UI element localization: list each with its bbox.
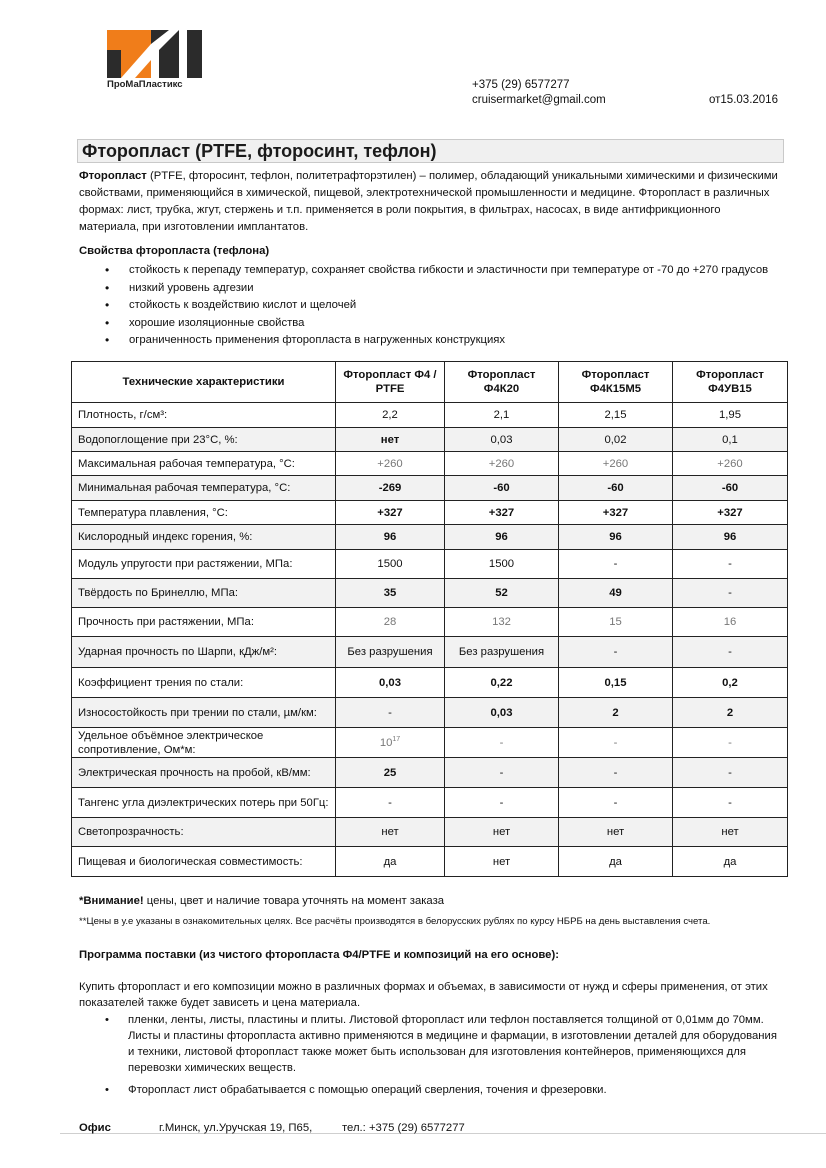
cell-value: 2,2 xyxy=(382,409,398,421)
cell-exponent: 17 xyxy=(392,736,401,744)
table-cell xyxy=(336,668,445,698)
cell-value: 25 xyxy=(383,766,397,779)
cell-value: 35 xyxy=(383,587,397,599)
table-cell xyxy=(336,698,445,728)
cell-value: 16 xyxy=(723,616,737,628)
table-cell xyxy=(559,452,673,476)
cell-value: 10 xyxy=(379,736,393,749)
cell-value: 0,03 xyxy=(490,706,513,719)
cell-value: - xyxy=(499,736,504,749)
cell-value: 0,1 xyxy=(722,433,738,446)
cell-value: 52 xyxy=(495,587,508,599)
column-header: Фторопласт Ф4К15М5 xyxy=(559,362,673,403)
cell-value: да xyxy=(383,855,397,868)
table-cell xyxy=(445,550,559,579)
table-cell xyxy=(673,501,788,525)
table-row xyxy=(72,637,788,668)
table-cell xyxy=(673,452,788,476)
row-label: Максимальная рабочая температура, °С: xyxy=(72,452,336,476)
table-cell xyxy=(336,579,445,608)
table-cell xyxy=(336,476,445,501)
table-cell xyxy=(673,668,788,698)
table-cell xyxy=(673,728,788,758)
cell-value: +327 xyxy=(717,506,743,519)
cell-value: - xyxy=(499,796,504,809)
attention-note xyxy=(79,895,444,907)
cell-value: +260 xyxy=(717,457,743,470)
program-heading: Программа поставки (из чистого фторопласта Ф4/PTFE и композиций на его основе): xyxy=(79,949,559,961)
table-cell xyxy=(673,403,788,428)
table-cell xyxy=(673,579,788,608)
row-label: Коэффициент трения по стали: xyxy=(72,668,336,698)
table-cell xyxy=(673,476,788,501)
table-cell xyxy=(559,668,673,698)
table-cell xyxy=(336,501,445,525)
cell-value: 96 xyxy=(609,531,622,543)
prices-note: **Цены в у.е указаны в ознакомительных целях. Все расчёты производятся в белорусских рублях по курсу НБРБ на день выставления счета. xyxy=(79,916,711,927)
cell-value: - xyxy=(613,736,618,749)
table-cell xyxy=(559,579,673,608)
cell-value: 2 xyxy=(726,706,734,719)
table-cell xyxy=(559,403,673,428)
row-label: Светопрозрачность: xyxy=(72,818,336,847)
table-cell xyxy=(336,608,445,637)
row-label: Ударная прочность по Шарпи, кДж/м²: xyxy=(72,637,336,668)
cell-value: - xyxy=(613,796,618,809)
cell-value: нет xyxy=(380,433,400,446)
table-cell xyxy=(445,698,559,728)
table-cell xyxy=(559,525,673,550)
row-label: Твёрдость по Бринеллю, МПа: xyxy=(72,579,336,608)
row-label: Тангенс угла диэлектрических потерь при 50Гц: xyxy=(72,788,336,818)
table-cell xyxy=(445,847,559,877)
table-cell xyxy=(559,728,673,758)
cell-value: -60 xyxy=(721,482,739,494)
table-cell xyxy=(673,847,788,877)
attention-text: цены, цвет и наличие товара уточнять на момент заказа xyxy=(143,895,445,907)
row-label: Износостойкость при трении по стали, µм/км: xyxy=(72,698,336,728)
cell-value: -60 xyxy=(607,482,624,494)
table-cell xyxy=(559,501,673,525)
table-cell xyxy=(559,788,673,818)
cell-value: нет xyxy=(606,826,625,838)
cell-value: 2,15 xyxy=(604,409,627,421)
cell-value: - xyxy=(728,766,732,779)
table-row xyxy=(72,501,788,525)
cell-value: - xyxy=(613,646,618,658)
table-cell xyxy=(445,818,559,847)
table-cell xyxy=(559,476,673,501)
row-label: Кислородный индекс горения, %: xyxy=(72,525,336,550)
column-header: Фторопласт Ф4УВ15 xyxy=(673,362,788,403)
header-phone: +375 (29) 6577277 xyxy=(472,79,570,91)
cell-value: - xyxy=(728,646,732,658)
cell-value: да xyxy=(609,855,622,868)
table-row xyxy=(72,428,788,452)
cell-value: 1500 xyxy=(377,558,403,570)
specs-table xyxy=(71,361,788,877)
table-cell xyxy=(673,758,788,788)
row-label: Плотность, г/см³: xyxy=(72,403,336,428)
table-row xyxy=(72,788,788,818)
list-item: • ограниченность применения фторопласта в нагруженных конструкциях xyxy=(79,332,799,350)
column-header: Технические характеристики xyxy=(72,362,336,403)
table-cell xyxy=(445,608,559,637)
cell-value: 96 xyxy=(723,531,737,543)
cell-value: 28 xyxy=(383,616,397,628)
row-label: Модуль упругости при растяжении, МПа: xyxy=(72,550,336,579)
table-cell xyxy=(445,728,559,758)
properties-heading: Свойства фторопласта (тефлона) xyxy=(79,245,270,257)
list-item: • пленки, ленты, листы, пластины и плиты. Листовой фторопласт или тефлон поставляется толщиной от 0,01мм до 70мм. Листы и пластины фторопласта активно применяются в медицине и фармации, в изготовлении деталей для оборудования и техники, листовой фторопласт также может быть использован для изготовления контейнеров, применяющихся для перевозки химических веществ. xyxy=(79,1012,784,1076)
table-row xyxy=(72,550,788,579)
intro-text: (PTFE, фторосинт, тефлон, политетрафторэтилен) – полимер, обладающий уникальными химическими и физическими свойствами, применяющийся в химической, пищевой, электротехнической промышленности и медицине. Фторопласт в различных формах: лист, трубка, жгут, стержень и т.п. применяется в роли покрытия, в фильтрах, насосах, в виде антифрикционного материала, при изготовлении имплантатов. xyxy=(79,170,778,233)
footer-office-label: Офис xyxy=(79,1122,111,1134)
table-cell xyxy=(336,403,445,428)
cell-value: 49 xyxy=(609,587,622,599)
cell-value: 2 xyxy=(612,706,619,719)
table-cell xyxy=(445,403,559,428)
table-cell xyxy=(559,758,673,788)
program-intro: Купить фторопласт и его композиции можно в различных формах и объемах, в зависимости от нужд и сферы применения, от этих показателей также будет зависеть и цена материала. xyxy=(79,981,768,1009)
table-cell xyxy=(673,788,788,818)
intro-lead: Фторопласт xyxy=(79,170,147,182)
table-cell xyxy=(445,525,559,550)
cell-value: - xyxy=(728,558,732,570)
cell-value: +260 xyxy=(377,457,403,470)
table-cell xyxy=(336,452,445,476)
list-item: • хорошие изоляционные свойства xyxy=(79,315,799,333)
table-row xyxy=(72,818,788,847)
properties-list xyxy=(79,262,799,350)
table-cell xyxy=(445,668,559,698)
column-header: Фторопласт Ф4К20 xyxy=(445,362,559,403)
table-cell xyxy=(673,698,788,728)
cell-value: +260 xyxy=(602,457,629,470)
cell-value: -269 xyxy=(378,482,402,494)
cell-value: 0,02 xyxy=(604,433,627,446)
cell-value: +260 xyxy=(488,457,515,470)
table-row xyxy=(72,758,788,788)
cell-value: - xyxy=(728,587,732,599)
logo-mark-icon xyxy=(107,30,202,78)
table-cell xyxy=(445,476,559,501)
table-cell xyxy=(445,579,559,608)
cell-value: +327 xyxy=(488,506,515,519)
table-cell xyxy=(336,550,445,579)
row-label: Прочность при растяжении, МПа: xyxy=(72,608,336,637)
table-row xyxy=(72,728,788,758)
table-row xyxy=(72,668,788,698)
table-cell xyxy=(445,637,559,668)
cell-value: - xyxy=(499,766,504,779)
cell-value: +327 xyxy=(377,506,403,519)
cell-value: +327 xyxy=(602,506,629,519)
cell-value: - xyxy=(728,796,732,809)
cell-value: -60 xyxy=(493,482,510,494)
column-header: Фторопласт Ф4 / PTFE xyxy=(336,362,445,403)
table-cell xyxy=(336,728,445,758)
cell-value: 132 xyxy=(492,616,511,628)
cell-value: 0,15 xyxy=(604,676,627,689)
table-cell xyxy=(559,608,673,637)
cell-value: - xyxy=(388,796,392,809)
cell-value: - xyxy=(613,766,618,779)
company-name: ПроМаПластикс xyxy=(107,79,183,90)
table-cell xyxy=(336,525,445,550)
attention-lead: *Внимание! xyxy=(79,895,144,907)
cell-value: 0,03 xyxy=(379,676,401,689)
cell-value: нет xyxy=(381,826,399,838)
table-cell xyxy=(673,428,788,452)
header-email[interactable]: cruisermarket@gmail.com xyxy=(472,94,606,106)
table-cell xyxy=(445,758,559,788)
table-cell xyxy=(336,818,445,847)
cell-value: 1500 xyxy=(488,558,515,570)
row-label: Минимальная рабочая температура, °С: xyxy=(72,476,336,501)
cell-value: нет xyxy=(492,826,511,838)
table-cell xyxy=(445,501,559,525)
list-item: • стойкость к перепаду температур, сохраняет свойства гибкости и эластичности при температуре от -70 до +270 градусов xyxy=(79,262,799,280)
cell-value: да xyxy=(723,855,737,868)
cell-value: 2,1 xyxy=(493,409,510,421)
table-cell xyxy=(336,788,445,818)
table-cell xyxy=(559,637,673,668)
table-cell xyxy=(673,550,788,579)
cell-value: Без разрушения xyxy=(458,646,545,658)
table-row xyxy=(72,452,788,476)
table-cell xyxy=(445,428,559,452)
cell-value: 1,95 xyxy=(719,409,741,421)
row-label: Электрическая прочность на пробой, кВ/мм: xyxy=(72,758,336,788)
footer-address: г.Минск, ул.Уручская 19, П65, xyxy=(159,1122,313,1134)
table-cell xyxy=(336,637,445,668)
document-date: от15.03.2016 xyxy=(709,94,778,106)
table-row xyxy=(72,403,788,428)
table-cell xyxy=(559,847,673,877)
footer-phone: тел.: +375 (29) 6577277 xyxy=(342,1122,465,1134)
cell-value: - xyxy=(728,736,732,749)
table-cell xyxy=(673,525,788,550)
table-row xyxy=(72,608,788,637)
cell-value: - xyxy=(388,706,392,719)
cell-value: нет xyxy=(721,826,739,838)
table-row xyxy=(72,579,788,608)
table-cell xyxy=(559,550,673,579)
table-header-row xyxy=(72,362,788,403)
cell-value: 0,22 xyxy=(490,676,513,689)
table-cell xyxy=(336,847,445,877)
page-title: Фторопласт (PTFE, фторосинт, тефлон) xyxy=(77,139,784,163)
table-row xyxy=(72,525,788,550)
row-label: Удельное объёмное электрическое сопротивление, Ом*м: xyxy=(72,728,336,758)
table-cell xyxy=(673,608,788,637)
cell-value: 96 xyxy=(495,531,508,543)
cell-value: Без разрушения xyxy=(347,646,433,658)
table-row xyxy=(72,476,788,501)
list-item: • Фторопласт лист обрабатывается с помощью операций сверления, точения и фрезеровки. xyxy=(79,1082,784,1098)
list-item: • низкий уровень адгезии xyxy=(79,280,799,298)
intro-paragraph xyxy=(79,168,779,236)
row-label: Пищевая и биологическая совместимость: xyxy=(72,847,336,877)
table-row xyxy=(72,847,788,877)
list-item: • стойкость к воздействию кислот и щелочей xyxy=(79,297,799,315)
row-label: Водопоглощение при 23°С, %: xyxy=(72,428,336,452)
cell-value: - xyxy=(613,558,618,570)
table-cell xyxy=(559,698,673,728)
table-row xyxy=(72,698,788,728)
table-cell xyxy=(673,637,788,668)
program-list xyxy=(79,1012,784,1104)
table-cell xyxy=(673,818,788,847)
table-cell xyxy=(445,788,559,818)
table-cell xyxy=(559,428,673,452)
cell-value: нет xyxy=(492,855,511,868)
cell-value: 96 xyxy=(383,531,397,543)
cell-value: 0,03 xyxy=(490,433,513,446)
table-cell xyxy=(336,758,445,788)
table-cell xyxy=(445,452,559,476)
table-cell xyxy=(336,428,445,452)
row-label: Температура плавления, °С: xyxy=(72,501,336,525)
cell-value: 0,2 xyxy=(722,676,738,689)
cell-value: 15 xyxy=(609,616,622,628)
table-cell xyxy=(559,818,673,847)
